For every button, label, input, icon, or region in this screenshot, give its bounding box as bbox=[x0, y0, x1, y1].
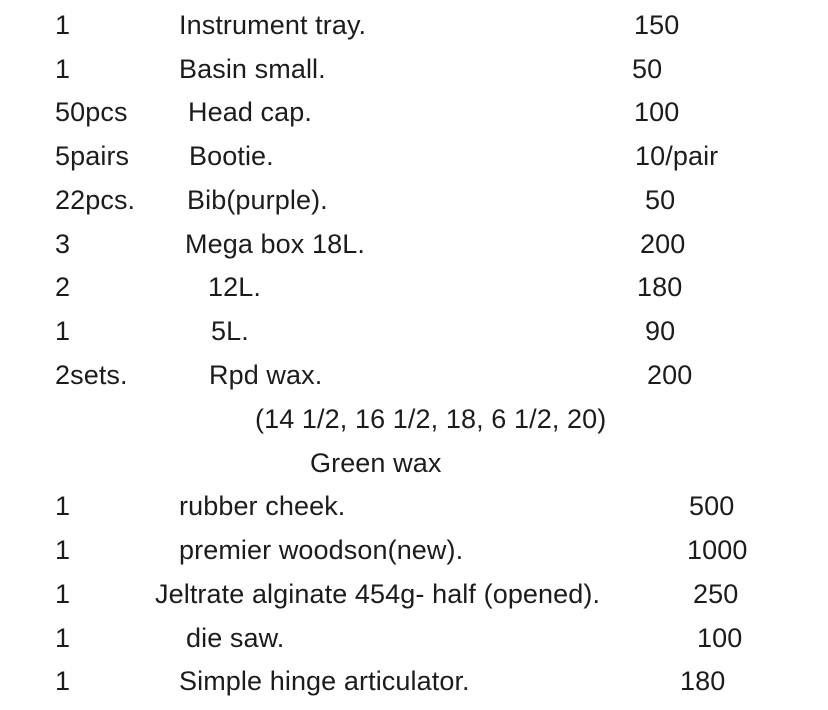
row-item: Bootie. bbox=[189, 141, 274, 171]
row-item: die saw. bbox=[186, 623, 285, 653]
row-item: rubber cheek. bbox=[179, 491, 346, 521]
row-item: Bib(purple). bbox=[187, 185, 328, 215]
row-quantity: 1 bbox=[55, 579, 71, 609]
row-price: 150 bbox=[634, 10, 680, 40]
row-price: 250 bbox=[693, 579, 739, 609]
row-quantity: 1 bbox=[55, 666, 71, 696]
row-quantity: 50pcs bbox=[55, 97, 128, 127]
row-quantity: 22pcs. bbox=[55, 185, 136, 215]
row-price: 180 bbox=[680, 666, 726, 696]
row-item: Jeltrate alginate 454g- half (opened). bbox=[155, 579, 601, 609]
row-quantity: 2 bbox=[55, 272, 71, 302]
row-item: Rpd wax. bbox=[209, 360, 323, 390]
row-price: 10/pair bbox=[635, 141, 719, 171]
row-quantity: 1 bbox=[55, 535, 71, 565]
row-price: 90 bbox=[645, 316, 676, 346]
row-item: 12L. bbox=[208, 272, 261, 302]
row-price: 180 bbox=[637, 272, 683, 302]
row-price: 200 bbox=[640, 229, 686, 259]
row-quantity: 5pairs bbox=[55, 141, 130, 171]
row-price: 100 bbox=[697, 623, 743, 653]
row-quantity: 2sets. bbox=[55, 360, 128, 390]
row-price: 100 bbox=[634, 97, 680, 127]
row-item: Simple hinge articulator. bbox=[179, 666, 470, 696]
row-price: 200 bbox=[647, 360, 693, 390]
row-price: 50 bbox=[645, 185, 676, 215]
green-wax-note: Green wax bbox=[310, 448, 442, 478]
row-quantity: 1 bbox=[55, 623, 71, 653]
row-price: 500 bbox=[689, 491, 735, 521]
row-quantity: 1 bbox=[55, 491, 71, 521]
row-quantity: 1 bbox=[55, 54, 71, 84]
row-item: premier woodson(new). bbox=[179, 535, 464, 565]
row-quantity: 1 bbox=[55, 10, 71, 40]
row-price: 50 bbox=[632, 54, 663, 84]
row-price: 1000 bbox=[687, 535, 748, 565]
row-item: Basin small. bbox=[179, 54, 326, 84]
row-item: Instrument tray. bbox=[179, 10, 367, 40]
row-item: 5L. bbox=[211, 316, 249, 346]
row-quantity: 3 bbox=[55, 229, 71, 259]
row-quantity: 1 bbox=[55, 316, 71, 346]
row-item: Mega box 18L. bbox=[185, 229, 365, 259]
wax-sizes-note: (14 1/2, 16 1/2, 18, 6 1/2, 20) bbox=[255, 404, 607, 434]
row-item: Head cap. bbox=[188, 97, 312, 127]
